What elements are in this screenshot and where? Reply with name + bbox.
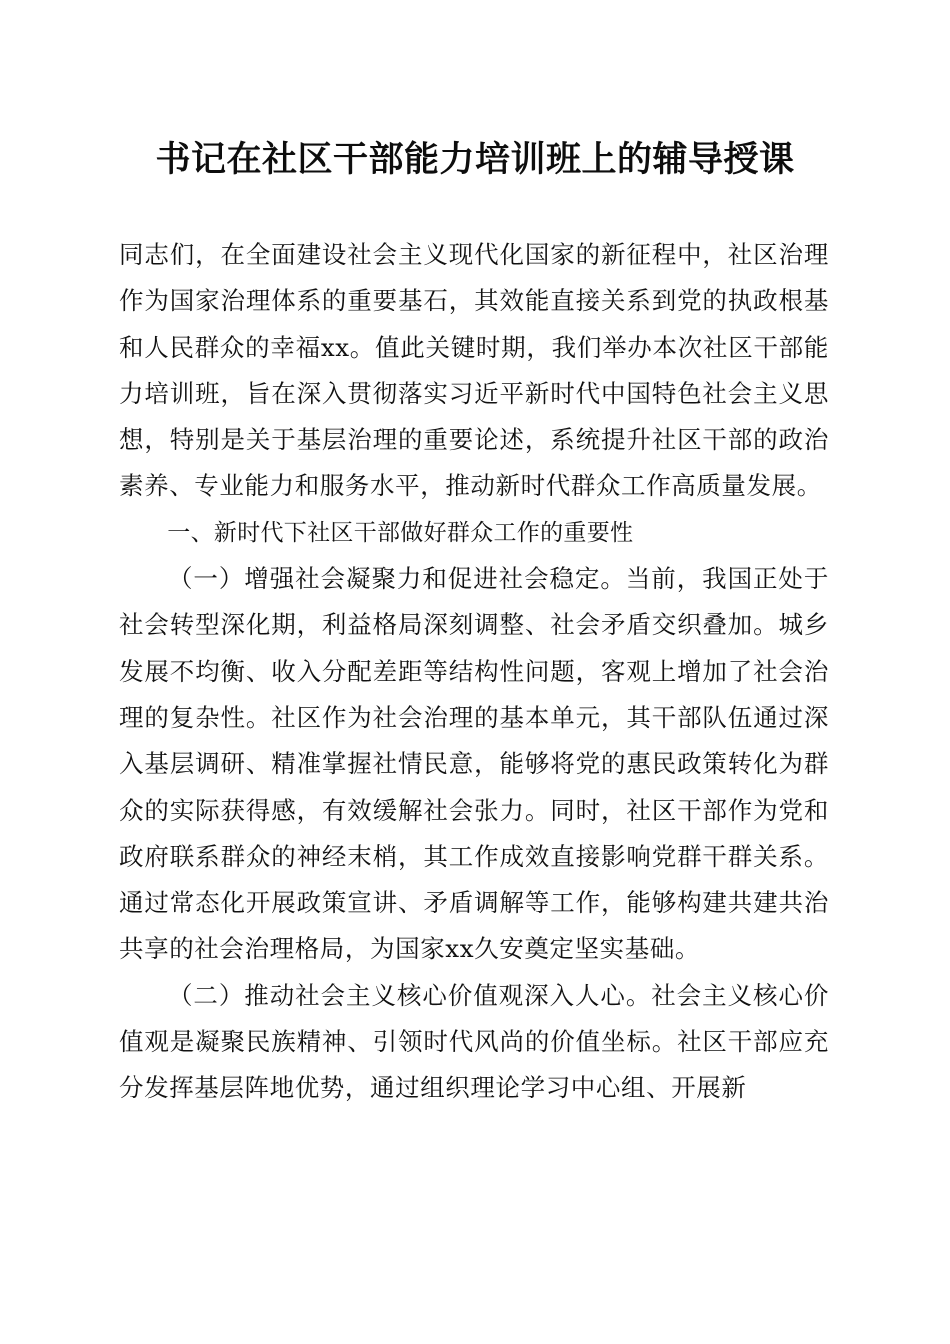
document-body [119, 232, 829, 1112]
point-paragraph-2 [119, 973, 829, 1112]
intro-paragraph: 同志们，在全面建设社会主义现代化国家的新征程中，社区治理作为国家治理体系的重要基石，其效能直接关系到党的执政根基和人民群众的幸福xx。值此关键时期，我们举办本次社区干部能力培训班，旨在深入贯彻落实习近平新时代中国特色社会主义思想，特别是关于基层治理的重要论述，系统提升社区干部的政治素养、专业能力和服务水平，推动新时代群众工作高质量发展。 [119, 240, 829, 501]
section-heading: 一、新时代下社区干部做好群众工作的重要性 [167, 519, 634, 546]
point-lead-2: （二）推动社会主义核心价值观深入人心。 [168, 980, 652, 1010]
point-text-1: 当前，我国正处于社会转型深化期，利益格局深刻调整、社会矛盾交织叠加。城乡发展不均衡、收入分配差距等结构性问题，客观上增加了社会治理的复杂性。社区作为社会治理的基本单元，其干部队伍通过深入基层调研、精准掌握社情民意，能够将党的惠民政策转化为群众的实际获得感，有效缓解社会张力。同时，社区干部作为党和政府联系群众的神经末梢，其工作成效直接影响党群干群关系。通过常态化开展政策宣讲、矛盾调解等工作，能够构建共建共治共享的社会治理格局，为国家xx久安奠定坚实基础。 [119, 564, 829, 964]
point-text-2: 社会主义核心价值观是凝聚民族精神、引领时代风尚的价值坐标。社区干部应充分发挥基层阵地优势，通过组织理论学习中心组、开展新 [119, 980, 829, 1103]
point-paragraph-1 [119, 556, 829, 973]
point-lead-1: （一）增强社会凝聚力和促进社会稳定。 [168, 564, 626, 594]
document-title: 书记在社区干部能力培训班上的辅导授课 [155, 139, 795, 180]
